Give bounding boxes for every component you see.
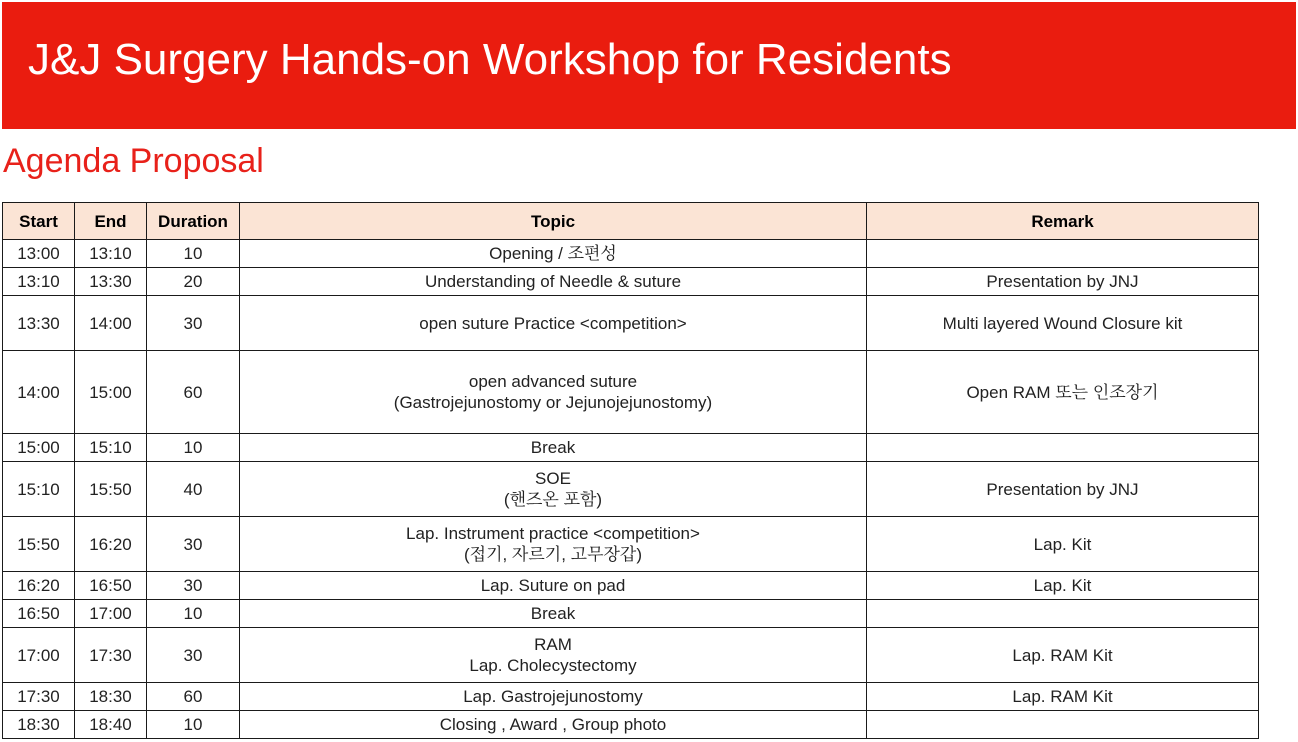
table-row <box>3 351 1259 434</box>
title-banner <box>2 2 1296 129</box>
end-time-cell: 16:20 <box>75 517 147 572</box>
start-time-cell: 13:10 <box>3 268 75 296</box>
topic-line: (핸즈온 포함) <box>503 490 603 509</box>
topic-cell <box>240 628 867 683</box>
topic-line: Break <box>530 438 576 457</box>
start-time-cell: 14:00 <box>3 351 75 434</box>
remark-cell: Open RAM 또는 인조장기 <box>867 351 1259 434</box>
remark-cell <box>867 240 1259 268</box>
topic-cell <box>240 517 867 572</box>
start-time-cell: 13:30 <box>3 296 75 351</box>
topic-cell <box>240 600 867 628</box>
table-header-row <box>3 203 1259 240</box>
topic-line: SOE <box>535 469 571 488</box>
column-header-end: End <box>75 203 147 240</box>
table-row <box>3 711 1259 739</box>
start-time-cell: 17:00 <box>3 628 75 683</box>
end-time-cell: 14:00 <box>75 296 147 351</box>
end-time-cell: 16:50 <box>75 572 147 600</box>
topic-line: (접기, 자르기, 고무장갑) <box>463 545 642 564</box>
column-header-duration: Duration <box>147 203 240 240</box>
duration-cell: 10 <box>147 434 240 462</box>
start-time-cell: 18:30 <box>3 711 75 739</box>
table-row <box>3 268 1259 296</box>
table-row <box>3 600 1259 628</box>
column-header-topic: Topic <box>240 203 867 240</box>
topic-line: open suture Practice <competition> <box>419 313 687 333</box>
topic-line: Lap. Instrument practice <competition> <box>406 524 700 543</box>
remark-cell <box>867 711 1259 739</box>
page-title: J&J Surgery Hands-on Workshop for Residents <box>28 35 952 84</box>
table-row <box>3 434 1259 462</box>
column-header-remark: Remark <box>867 203 1259 240</box>
duration-cell: 30 <box>147 628 240 683</box>
table-row <box>3 572 1259 600</box>
topic-cell <box>240 572 867 600</box>
remark-cell: Lap. Kit <box>867 517 1259 572</box>
end-time-cell: 13:10 <box>75 240 147 268</box>
table-row <box>3 517 1259 572</box>
page-subtitle: Agenda Proposal <box>3 142 264 180</box>
duration-cell: 10 <box>147 240 240 268</box>
topic-cell <box>240 434 867 462</box>
table-row <box>3 240 1259 268</box>
start-time-cell: 15:50 <box>3 517 75 572</box>
remark-cell: Presentation by JNJ <box>867 268 1259 296</box>
agenda-table-body <box>3 240 1259 739</box>
start-time-cell: 15:10 <box>3 462 75 517</box>
agenda-table <box>2 202 1259 739</box>
topic-line: Lap. Suture on pad <box>480 576 626 595</box>
end-time-cell: 17:00 <box>75 600 147 628</box>
duration-cell: 20 <box>147 268 240 296</box>
topic-line: Closing , Award , Group photo <box>439 715 667 734</box>
table-row <box>3 628 1259 683</box>
start-time-cell: 15:00 <box>3 434 75 462</box>
topic-cell <box>240 268 867 296</box>
remark-cell: Lap. RAM Kit <box>867 683 1259 711</box>
remark-cell <box>867 434 1259 462</box>
topic-line: open advanced suture <box>468 372 638 391</box>
duration-cell: 10 <box>147 711 240 739</box>
remark-cell: Multi layered Wound Closure kit <box>867 296 1259 351</box>
topic-line: Break <box>530 604 576 623</box>
table-row <box>3 462 1259 517</box>
start-time-cell: 16:20 <box>3 572 75 600</box>
remark-cell: Presentation by JNJ <box>867 462 1259 517</box>
remark-cell: Lap. RAM Kit <box>867 628 1259 683</box>
topic-cell <box>240 683 867 711</box>
duration-cell: 30 <box>147 517 240 572</box>
end-time-cell: 15:50 <box>75 462 147 517</box>
table-row <box>3 296 1259 351</box>
end-time-cell: 15:10 <box>75 434 147 462</box>
end-time-cell: 17:30 <box>75 628 147 683</box>
start-time-cell: 16:50 <box>3 600 75 628</box>
topic-cell <box>240 240 867 268</box>
end-time-cell: 15:00 <box>75 351 147 434</box>
topic-cell <box>240 351 867 434</box>
duration-cell: 60 <box>147 351 240 434</box>
duration-cell: 60 <box>147 683 240 711</box>
duration-cell: 10 <box>147 600 240 628</box>
end-time-cell: 18:40 <box>75 711 147 739</box>
topic-line: Lap. Cholecystectomy <box>469 656 637 675</box>
duration-cell: 30 <box>147 296 240 351</box>
end-time-cell: 13:30 <box>75 268 147 296</box>
topic-line: RAM <box>534 635 572 654</box>
start-time-cell: 13:00 <box>3 240 75 268</box>
topic-line: (Gastrojejunostomy or Jejunojejunostomy) <box>393 393 713 412</box>
table-row <box>3 683 1259 711</box>
topic-cell <box>240 296 867 351</box>
topic-cell <box>240 462 867 517</box>
topic-cell <box>240 711 867 739</box>
topic-line: Lap. Gastrojejunostomy <box>463 687 643 706</box>
topic-line: Understanding of Needle & suture <box>424 272 682 291</box>
topic-line: Opening / 조편성 <box>489 244 617 263</box>
start-time-cell: 17:30 <box>3 683 75 711</box>
duration-cell: 40 <box>147 462 240 517</box>
remark-cell <box>867 600 1259 628</box>
end-time-cell: 18:30 <box>75 683 147 711</box>
remark-cell: Lap. Kit <box>867 572 1259 600</box>
column-header-start: Start <box>3 203 75 240</box>
duration-cell: 30 <box>147 572 240 600</box>
